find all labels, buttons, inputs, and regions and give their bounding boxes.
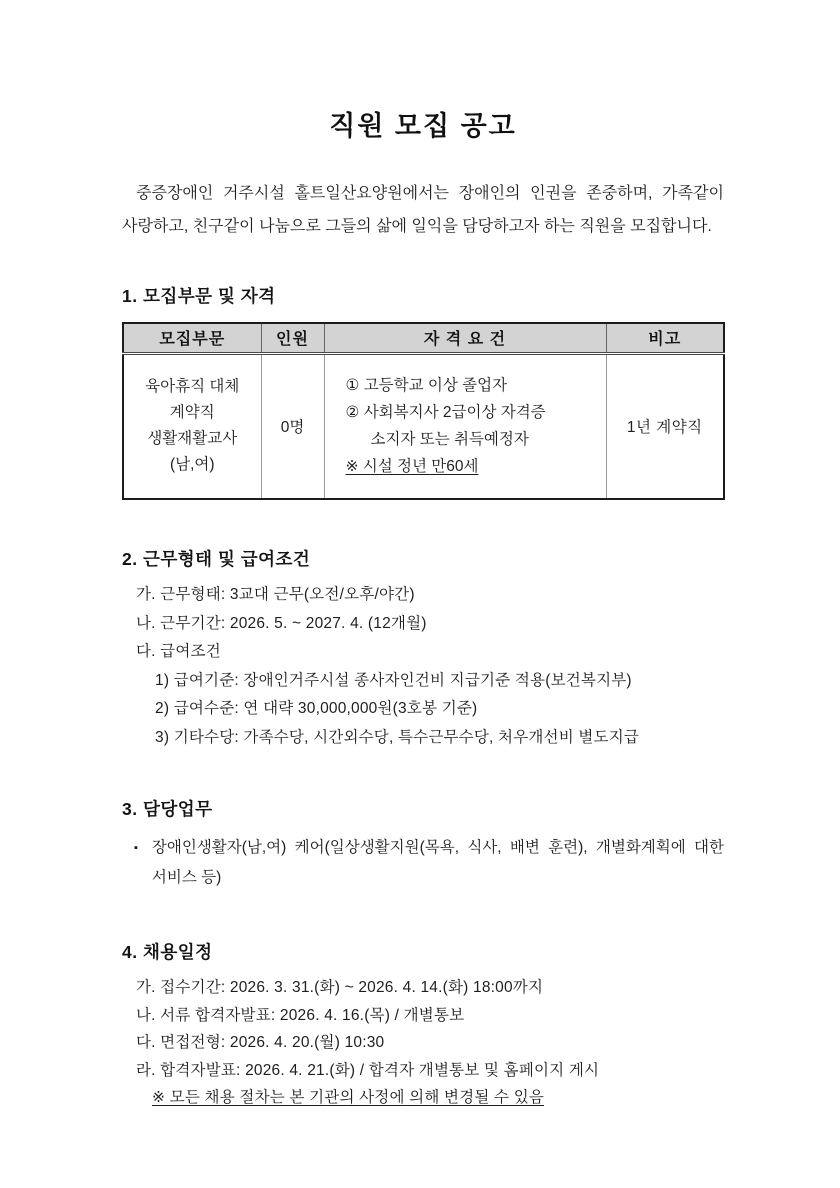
list-item: 가. 근무형태: 3교대 근무(오전/오후/야간) <box>136 586 415 603</box>
header-cell-qualifications: 자 격 요 건 <box>324 323 606 353</box>
duties-bullet-item <box>134 833 724 893</box>
category-line: 생활재활교사 <box>147 430 238 448</box>
list-item: 나. 서류 합격자발표: 2026. 4. 16.(목) / 개별통보 <box>136 1006 465 1024</box>
list-item: 다. 면접전형: 2026. 4. 20.(월) 10:30 <box>136 1034 385 1051</box>
table-header-row <box>123 323 724 353</box>
section-2-list <box>122 581 724 752</box>
qualification-line: ① 고등학교 이상 졸업자 <box>345 377 508 395</box>
duties-text: 장애인생활자(남,여) 케어(일상생활지원(목욕, 식사, 배변 훈련), 개별화계획에 대한 서비스 등) <box>151 839 724 886</box>
list-subitem: 1) 급여기준: 장애인거주시설 종사자인건비 지급기준 적용(보건복지부) <box>155 671 632 689</box>
list-item: 나. 근무기간: 2026. 5. ~ 2027. 4. (12개월) <box>136 614 427 632</box>
category-line: (남,여) <box>169 456 215 474</box>
section-2-heading: 2. 근무형태 및 급여조건 <box>122 549 311 569</box>
qualification-note: ※ 시설 정년 만60세 <box>345 458 479 476</box>
list-item: 다. 급여조건 <box>136 643 221 660</box>
count-cell: 0명 <box>261 353 324 499</box>
schedule-change-note: ※ 모든 채용 절차는 본 기관의 사정에 의해 변경될 수 있음 <box>152 1089 545 1106</box>
header-cell-category: 모집부문 <box>123 323 261 353</box>
category-line: 계약직 <box>169 404 215 422</box>
list-subitem: 2) 급여수준: 연 대략 30,000,000원(3호봉 기준) <box>155 700 478 717</box>
table-row <box>123 353 724 499</box>
section-4-list <box>122 974 724 1112</box>
section-duties <box>122 796 724 893</box>
section-1-heading: 1. 모집부문 및 자격 <box>122 286 276 306</box>
section-3-heading: 3. 담당업무 <box>122 799 213 819</box>
qualification-line: 소지자 또는 취득예정자 <box>370 431 529 449</box>
remark-cell: 1년 계약직 <box>606 353 724 499</box>
section-4-heading: 4. 채용일정 <box>122 942 213 962</box>
header-cell-count: 인원 <box>261 323 324 353</box>
qualification-line: ② 사회복지사 2급이상 자격증 <box>345 404 546 422</box>
square-bullet-icon: ▪ <box>134 842 138 854</box>
section-schedule <box>122 939 724 1112</box>
section-work-conditions <box>122 546 724 752</box>
list-item: 가. 접수기간: 2026. 3. 31.(화) ~ 2026. 4. 14.(화) 18:00까지 <box>136 979 544 996</box>
section-recruitment <box>122 283 724 500</box>
list-subitem: 3) 기타수당: 가족수당, 시간외수당, 특수근무수당, 처우개선비 별도지급 <box>155 728 640 746</box>
page-title: 직원 모집 공고 <box>329 111 517 141</box>
category-cell <box>123 353 261 499</box>
recruitment-table <box>122 322 725 500</box>
list-item: 라. 합격자발표: 2026. 4. 21.(화) / 합격자 개별통보 및 홈페이지 게시 <box>136 1061 600 1079</box>
intro-paragraph: 중증장애인 거주시설 홀트일산요양원에서는 장애인의 인권을 존중하며, 가족같이 사랑하고, 친구같이 나눔으로 그들의 삶에 일익을 담당하고자 하는 직원을 모집합니다. <box>122 185 724 235</box>
category-line: 육아휴직 대체 <box>145 378 240 396</box>
header-cell-remark: 비고 <box>606 323 724 353</box>
qualifications-cell <box>324 353 606 499</box>
